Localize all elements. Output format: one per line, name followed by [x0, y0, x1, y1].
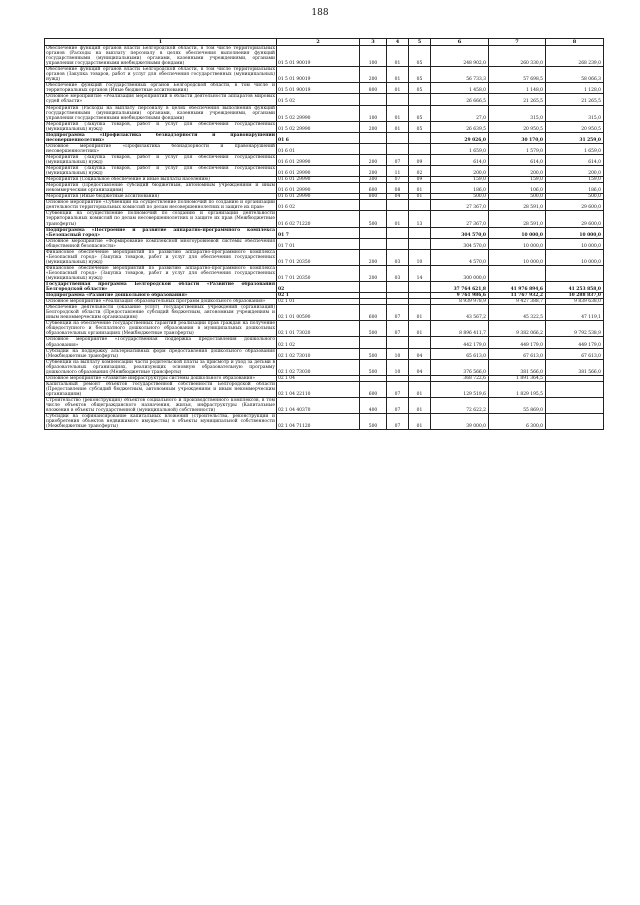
- row-value-2021: 31 259,0: [546, 132, 604, 143]
- table-row: [45, 238, 604, 249]
- row-rz: 10: [387, 359, 409, 375]
- row-code: 01 6 01 29990: [277, 154, 360, 165]
- row-name: Финансовое обеспечение мероприятий по развитию аппаратно-программного комплекса «Безопасный город» (Закупка товаров, работ и услуг для обеспечения государственных (муниципальных) нужд): [46, 265, 275, 281]
- row-code: 02 1: [277, 293, 360, 299]
- row-code: 02 1 04: [277, 375, 360, 381]
- row-code: 01 5 01 90019: [277, 46, 360, 67]
- row-vr: [360, 337, 387, 348]
- row-value-2019: 500,0: [431, 194, 489, 200]
- row-code: 02 1 04 71120: [277, 414, 360, 430]
- row-value-2020: 67 613,0: [489, 348, 546, 359]
- row-pr: 01: [409, 398, 431, 414]
- row-code: 01 5 01 90019: [277, 67, 360, 83]
- row-pr: 01: [409, 183, 431, 194]
- row-name: Строительство (реконструкция) объектов социального и производственного комплексов, в том числе объектов общегражданского назначения, жилья, инфраструктуры (Капитальные вложения в объекты государственной (муниципальной) собственности): [46, 398, 275, 414]
- table-row: [45, 359, 604, 375]
- row-code: 01 6 01: [277, 143, 360, 154]
- row-value-2019: 304 570,0: [431, 227, 489, 238]
- row-name: Мероприятия (Закупка товаров, работ и услуг для обеспечения государственных (муниципальных) нужд): [46, 154, 275, 165]
- row-rz: 03: [387, 249, 409, 265]
- row-pr: 01: [409, 321, 431, 337]
- row-pr: 01: [409, 194, 431, 200]
- row-vr: 500: [360, 414, 387, 430]
- row-code: 01 5 01 90019: [277, 83, 360, 94]
- row-code: 01 6 01 29990: [277, 183, 360, 194]
- row-value-2021: 10 000,0: [546, 227, 604, 238]
- row-value-2021: 500,0: [546, 194, 604, 200]
- row-vr: 100: [360, 105, 387, 121]
- row-value-2019: 1 458,0: [431, 83, 489, 94]
- row-value-2020: 6 300,0: [489, 414, 546, 430]
- row-value-2020: 9 382 066,2: [489, 321, 546, 337]
- table-row: [45, 166, 604, 177]
- row-value-2019: 614,0: [431, 154, 489, 165]
- row-code: 01 5 02 29990: [277, 121, 360, 132]
- table-row: [45, 381, 604, 397]
- row-name: Мероприятия (Предоставление субсидий бюджетным, автономным учреждениям и иным некоммерческим организациям): [46, 183, 275, 194]
- row-value-2019: 29 026,0: [431, 132, 489, 143]
- row-pr: [409, 94, 431, 105]
- row-value-2021: 29 600,0: [546, 200, 604, 211]
- row-value-2019: 65 613,0: [431, 348, 489, 359]
- row-value-2021: 268 239,0: [546, 46, 604, 67]
- header-cell: 6: [431, 39, 489, 46]
- row-value-2019: 56 733,3: [431, 67, 489, 83]
- row-code: 01 5 02: [277, 94, 360, 105]
- row-vr: 200: [360, 121, 387, 132]
- row-name: Обеспечение функций государственных органов Белгородской области, в том числе и территориальных органов (Иные бюджетные ассигнования): [46, 83, 275, 94]
- table-row: [45, 249, 604, 265]
- row-vr: [360, 200, 387, 211]
- table-row: [45, 282, 604, 293]
- row-name: Подпрограмма «Развитие дошкольного образования»: [45, 293, 277, 299]
- row-value-2020: 9 427 388,7: [489, 299, 546, 305]
- row-value-2020: 315,0: [489, 105, 546, 121]
- header-cell: 1: [45, 39, 277, 46]
- row-value-2021: 1 128,0: [546, 83, 604, 94]
- row-value-2021: 47 119,1: [546, 305, 604, 321]
- row-pr: 13: [409, 211, 431, 227]
- row-value-2019: 300 000,0: [431, 265, 489, 281]
- row-value-2019: 442 179,0: [431, 337, 489, 348]
- row-rz: 10: [387, 348, 409, 359]
- row-value-2020: 1 829 195,5: [489, 381, 546, 397]
- row-rz: 03: [387, 265, 409, 281]
- row-value-2019: 159,0: [431, 177, 489, 183]
- row-value-2021: [546, 398, 604, 414]
- row-value-2019: 1 659,0: [431, 143, 489, 154]
- row-pr: 05: [409, 121, 431, 132]
- row-code: 01 5 02 29990: [277, 105, 360, 121]
- row-value-2021: 58 066,3: [546, 67, 604, 83]
- row-rz: 07: [387, 321, 409, 337]
- row-value-2020: 500,0: [489, 194, 546, 200]
- row-code: 01 6 01 29990: [277, 177, 360, 183]
- row-name: Субсидии на поддержку альтернативных форм предоставления дошкольного образования (Межбюджетные трансферты): [46, 348, 275, 359]
- row-vr: 500: [360, 211, 387, 227]
- header-cell: 5: [409, 39, 431, 46]
- row-value-2020: 106,0: [489, 183, 546, 194]
- row-vr: 500: [360, 348, 387, 359]
- row-name: Основное мероприятие «Субвенции на осуществление полномочий по созданию и организации деятельности территориальных комиссий по делам несовершеннолетних и защите их прав»: [46, 200, 275, 211]
- row-value-2020: 55 869,0: [489, 398, 546, 414]
- row-rz: 07: [387, 381, 409, 397]
- row-value-2020: [489, 265, 546, 281]
- row-value-2019: 72 622,2: [431, 398, 489, 414]
- row-value-2019: 248 902,0: [431, 46, 489, 67]
- row-name: Основное мероприятие «Реализация мероприятий в области деятельности аппаратов мировых судей области»: [46, 94, 275, 105]
- row-rz: 07: [387, 154, 409, 165]
- row-vr: [360, 238, 387, 249]
- table-header: [45, 39, 604, 46]
- row-value-2021: [546, 381, 604, 397]
- row-value-2021: 1 659,0: [546, 143, 604, 154]
- row-pr: 01: [409, 381, 431, 397]
- row-code: 02: [277, 282, 360, 293]
- table-row: [45, 94, 604, 105]
- row-rz: [387, 143, 409, 154]
- table-row: [45, 183, 604, 194]
- row-value-2020: 614,0: [489, 154, 546, 165]
- row-value-2020: 200,0: [489, 166, 546, 177]
- row-code: 02 1 01 73020: [277, 321, 360, 337]
- row-code: 02 1 02 73030: [277, 359, 360, 375]
- row-value-2021: 10 000,0: [546, 238, 604, 249]
- row-vr: [360, 227, 387, 238]
- row-code: 02 1 01 00590: [277, 305, 360, 321]
- row-code: 01 7 01 20350: [277, 249, 360, 265]
- row-pr: 01: [409, 414, 431, 430]
- row-value-2019: 26 639,5: [431, 121, 489, 132]
- row-value-2020: 381 566,0: [489, 359, 546, 375]
- row-vr: [360, 143, 387, 154]
- row-rz: [387, 200, 409, 211]
- row-rz: 01: [387, 121, 409, 132]
- row-name: Государственная программа Белгородской области «Развитие образования Белгородской области»: [46, 282, 275, 293]
- row-rz: 01: [387, 46, 409, 67]
- row-pr: [409, 143, 431, 154]
- row-rz: 08: [387, 183, 409, 194]
- row-rz: 11: [387, 166, 409, 177]
- row-vr: 500: [360, 321, 387, 337]
- row-rz: 04: [387, 194, 409, 200]
- table-row: [45, 46, 604, 67]
- row-rz: 01: [387, 105, 409, 121]
- header-cell: 8: [546, 39, 604, 46]
- row-value-2019: 129 519,6: [431, 381, 489, 397]
- table-row: [45, 414, 604, 430]
- header-cell: 7: [489, 39, 546, 46]
- row-value-2021: [546, 265, 604, 281]
- row-vr: [360, 282, 387, 293]
- table-row: [45, 132, 604, 143]
- row-value-2021: 41 253 858,0: [546, 282, 604, 293]
- row-code: 01 7 01 20350: [277, 265, 360, 281]
- row-rz: 07: [387, 414, 409, 430]
- table-row: [45, 265, 604, 281]
- row-rz: 01: [387, 211, 409, 227]
- row-code: 01 7: [277, 227, 360, 238]
- row-rz: 01: [387, 83, 409, 94]
- row-value-2020: 449 179,0: [489, 337, 546, 348]
- row-value-2019: 186,0: [431, 183, 489, 194]
- row-name: Подпрограмма «Построение и развитие аппаратно-программного комплекса «Безопасный город»: [46, 227, 275, 238]
- row-value-2020: 260 330,0: [489, 46, 546, 67]
- row-rz: 07: [387, 305, 409, 321]
- row-name: Субвенции на обеспечение государственных гарантий реализации прав граждан на получение общедоступного и бесплатного дошкольного образования в муниципальных дошкольных образовательных организациях (Межбюджетные трансферты): [46, 321, 275, 337]
- row-value-2020: 10 000,0: [489, 227, 546, 238]
- row-value-2021: 449 179,0: [546, 337, 604, 348]
- table-row: [45, 200, 604, 211]
- table-row: [45, 67, 604, 83]
- row-name: Мероприятия (Иные бюджетные ассигнования): [45, 194, 277, 200]
- table-row: [45, 398, 604, 414]
- row-pr: 09: [409, 177, 431, 183]
- row-name: Мероприятия (Закупка товаров, работ и услуг для обеспечения государственных (муниципальных) нужд): [46, 121, 275, 132]
- row-name: Обеспечение функций органов власти Белгородской области, в том числе территориальных органов (Закупка товаров, работ и услуг для обеспечения государственных (муниципальных) нужд): [46, 67, 275, 83]
- row-value-2019: 43 567,2: [431, 305, 489, 321]
- row-name: Мероприятия (Закупка товаров, работ и услуг для обеспечения государственных (муниципальных) нужд): [46, 166, 275, 177]
- table-row: [45, 348, 604, 359]
- row-value-2020: 41 976 894,6: [489, 282, 546, 293]
- row-value-2019: 27 367,0: [431, 200, 489, 211]
- row-value-2021: [546, 414, 604, 430]
- row-vr: 300: [360, 177, 387, 183]
- row-rz: 01: [387, 67, 409, 83]
- row-vr: [360, 94, 387, 105]
- table-row: [45, 121, 604, 132]
- row-value-2019: 9 761 986,6: [431, 293, 489, 299]
- row-pr: 02: [409, 166, 431, 177]
- row-name: Основное мероприятие «Профилактика безнадзорности и правонарушений несовершеннолетних»: [46, 143, 275, 154]
- row-rz: [387, 132, 409, 143]
- header-cell: 3: [360, 39, 387, 46]
- row-value-2020: 1 891 364,5: [489, 375, 546, 381]
- row-name: Основное мероприятие «Государственная поддержка предоставления дошкольного образования»: [46, 337, 275, 348]
- row-value-2019: 37 764 621,8: [431, 282, 489, 293]
- row-vr: 600: [360, 381, 387, 397]
- row-value-2020: 21 265,5: [489, 94, 546, 105]
- row-code: 01 6 02 71220: [277, 211, 360, 227]
- row-value-2020: 10 000,0: [489, 249, 546, 265]
- row-value-2021: 186,0: [546, 183, 604, 194]
- row-name: Подпрограмма «Профилактика безнадзорности и правонарушений несовершеннолетних»: [46, 132, 275, 143]
- row-value-2021: 29 600,0: [546, 211, 604, 227]
- table-row: [45, 154, 604, 165]
- row-code: 01 6 02: [277, 200, 360, 211]
- row-rz: 07: [387, 177, 409, 183]
- row-value-2019: 4 570,0: [431, 249, 489, 265]
- row-code: 01 6: [277, 132, 360, 143]
- row-value-2020: 20 950,5: [489, 121, 546, 132]
- row-rz: [387, 238, 409, 249]
- header-cell: 4: [387, 39, 409, 46]
- row-pr: 04: [409, 348, 431, 359]
- row-rz: 07: [387, 398, 409, 414]
- table-row: [45, 83, 604, 94]
- row-value-2021: 21 265,5: [546, 94, 604, 105]
- row-value-2019: 8 939 978,9: [431, 299, 489, 305]
- row-value-2019: 8 896 411,7: [431, 321, 489, 337]
- row-value-2021: 315,0: [546, 105, 604, 121]
- row-value-2021: 9 839 638,0: [546, 299, 604, 305]
- table-row: [45, 321, 604, 337]
- row-value-2020: 1 579,0: [489, 143, 546, 154]
- row-value-2021: 614,0: [546, 154, 604, 165]
- row-vr: 100: [360, 46, 387, 67]
- row-code: 02 1 04 40370: [277, 398, 360, 414]
- row-code: 02 1 02: [277, 337, 360, 348]
- row-value-2021: 9 792 538,9: [546, 321, 604, 337]
- row-value-2019: 27,0: [431, 105, 489, 121]
- row-value-2020: 10 000,0: [489, 238, 546, 249]
- row-value-2020: 11 767 932,2: [489, 293, 546, 299]
- row-pr: [409, 238, 431, 249]
- row-pr: [409, 282, 431, 293]
- row-pr: 09: [409, 154, 431, 165]
- row-name: Финансовое обеспечение мероприятий по развитию аппаратно-программного комплекса «Безопасный город» (Закупка товаров, работ и услуг для обеспечения государственных (муниципальных) нужд): [46, 249, 275, 265]
- row-name: Основное мероприятие «Развитие инфраструктуры системы дошкольного образования»: [45, 375, 277, 381]
- row-value-2019: 376 566,0: [431, 359, 489, 375]
- row-name: Субвенции на выплату компенсации части родительской платы за присмотр и уход за детьми в образовательных организациях, реализующих основную образовательную программу дошкольного образования (Межбюджетные трансферты): [46, 359, 275, 375]
- row-pr: 05: [409, 83, 431, 94]
- row-vr: 200: [360, 249, 387, 265]
- row-pr: 05: [409, 67, 431, 83]
- row-pr: 10: [409, 249, 431, 265]
- row-value-2021: 159,0: [546, 177, 604, 183]
- row-value-2021: 20 950,5: [546, 121, 604, 132]
- row-pr: [409, 227, 431, 238]
- table-row: [45, 227, 604, 238]
- row-vr: 800: [360, 194, 387, 200]
- row-pr: 14: [409, 265, 431, 281]
- row-vr: 400: [360, 398, 387, 414]
- budget-table: [44, 38, 604, 430]
- row-code: 01 7 01: [277, 238, 360, 249]
- row-code: 01 6 01 29990: [277, 194, 360, 200]
- row-value-2020: 1 148,0: [489, 83, 546, 94]
- table-row: [45, 337, 604, 348]
- row-vr: 500: [360, 359, 387, 375]
- row-name: Капитальный ремонт объектов государственной собственности Белгородской области (Предоставление субсидий бюджетным, автономным учреждениям и иным некоммерческим организациям): [46, 381, 275, 397]
- row-pr: 05: [409, 105, 431, 121]
- row-value-2019: 304 570,0: [431, 238, 489, 249]
- row-code: 02 1 01: [277, 299, 360, 305]
- row-name: Субсидии на софинансирование капитальных вложений (строительства, реконструкции и приобретения объектов недвижимого имущества) в объекты муниципальной собственности (Межбюджетные трансферты): [46, 414, 275, 430]
- row-name: Обеспечение функций органов власти Белгородской области, в том числе территориальных органов (Расходы на выплату персоналу в целях обеспечения выполнения функций государственными (муниципальными) органами, казенными учреждениями, органами управления государственными внебюджетными фондами): [46, 46, 275, 67]
- page-number: 188: [311, 8, 329, 18]
- row-pr: [409, 337, 431, 348]
- header-cell: 2: [277, 39, 360, 46]
- row-rz: [387, 282, 409, 293]
- row-value-2020: 28 591,0: [489, 200, 546, 211]
- row-vr: 800: [360, 83, 387, 94]
- row-value-2019: 200,0: [431, 166, 489, 177]
- row-name: Мероприятия (Социальное обеспечение и иные выплаты населению): [45, 177, 277, 183]
- row-value-2021: 200,0: [546, 166, 604, 177]
- row-name: Субвенции на осуществление полномочий по созданию и организации деятельности территориальных комиссий по делам несовершеннолетних и защите их прав (Межбюджетные трансферты): [46, 211, 275, 227]
- row-value-2019: 27 367,0: [431, 211, 489, 227]
- row-value-2020: 159,0: [489, 177, 546, 183]
- table-row: [45, 143, 604, 154]
- row-vr: 200: [360, 166, 387, 177]
- row-name: Основное мероприятие «Формирование комплексной многоуровневой системы обеспечения общественной безопасности»: [46, 238, 275, 249]
- row-vr: 200: [360, 67, 387, 83]
- row-value-2020: 28 591,0: [489, 211, 546, 227]
- row-pr: 04: [409, 359, 431, 375]
- row-name: Мероприятия (Расходы на выплату персоналу в целях обеспечения выполнения функций государственными (муниципальными) органами, казенными учреждениями, органами управления государственными внебюджетными фондами): [46, 105, 275, 121]
- row-vr: [360, 132, 387, 143]
- row-vr: 600: [360, 305, 387, 321]
- row-name: Основное мероприятие «Реализация образовательных программ дошкольного образования»: [45, 299, 277, 305]
- row-value-2021: 10 000,0: [546, 249, 604, 265]
- row-code: 02 1 02 73010: [277, 348, 360, 359]
- table-row: [45, 211, 604, 227]
- row-value-2021: 10 288 837,0: [546, 293, 604, 299]
- row-pr: [409, 132, 431, 143]
- row-rz: [387, 94, 409, 105]
- row-vr: 600: [360, 183, 387, 194]
- row-rz: [387, 227, 409, 238]
- table-row: [45, 105, 604, 121]
- row-pr: [409, 200, 431, 211]
- row-pr: 01: [409, 305, 431, 321]
- row-value-2019: 26 666,5: [431, 94, 489, 105]
- row-value-2020: 30 170,0: [489, 132, 546, 143]
- row-value-2020: 57 698,5: [489, 67, 546, 83]
- row-code: 01 6 01 29990: [277, 166, 360, 177]
- row-rz: [387, 337, 409, 348]
- row-pr: 05: [409, 46, 431, 67]
- row-value-2019: 368 722,6: [431, 375, 489, 381]
- row-vr: 200: [360, 265, 387, 281]
- row-name: Обеспечение деятельности (оказание услуг) государственных учреждений (организаций) Белгородской области (Предоставление субсидий бюджетным, автономным учреждениям и иным некоммерческим организациям): [46, 305, 275, 321]
- row-vr: 200: [360, 154, 387, 165]
- row-value-2020: 45 322,5: [489, 305, 546, 321]
- row-value-2019: 39 000,0: [431, 414, 489, 430]
- row-value-2021: 381 566,0: [546, 359, 604, 375]
- table-row: [45, 305, 604, 321]
- row-code: 02 1 04 22110: [277, 381, 360, 397]
- row-value-2021: 67 613,0: [546, 348, 604, 359]
